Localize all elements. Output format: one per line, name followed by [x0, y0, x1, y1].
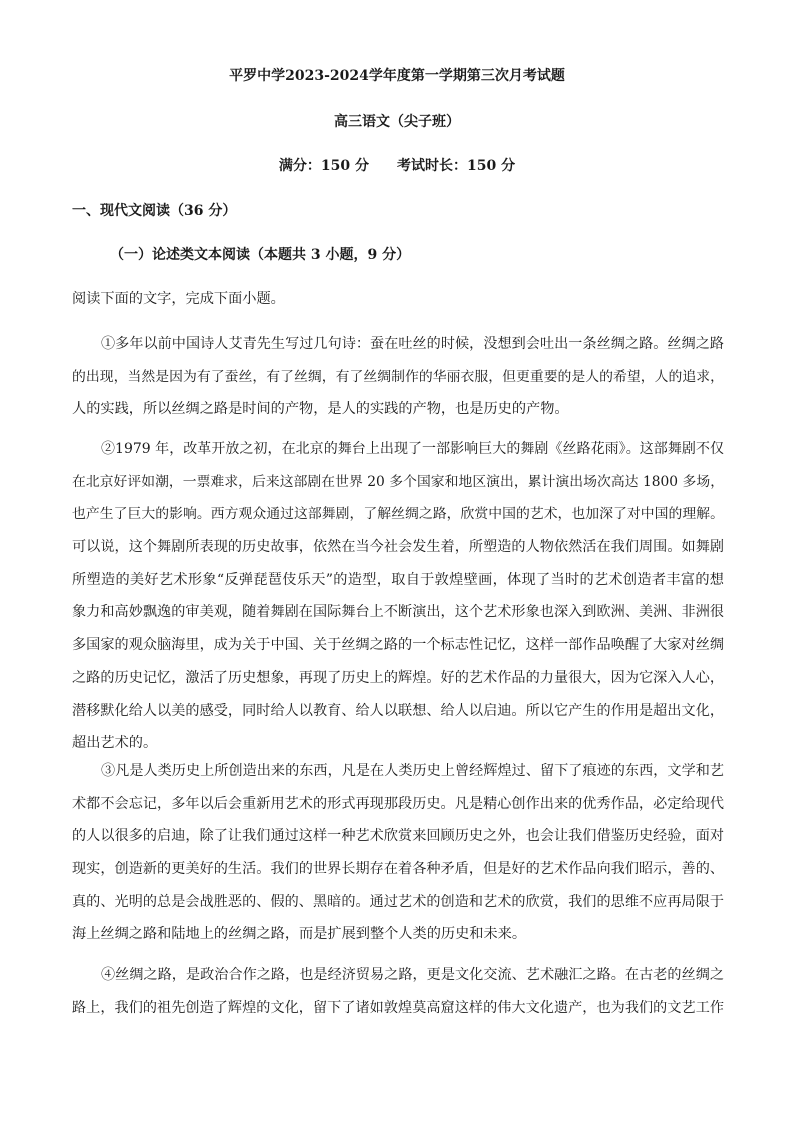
paragraph-3	[72, 755, 724, 951]
text-line: 多国家的观众脑海里，成为关于中国、关于丝绸之路的一个标志性记忆，这样一部作品唤醒了大家对丝绸	[72, 637, 724, 654]
reading-instruction: 阅读下面的文字，完成下面小题。	[72, 291, 285, 307]
text-line: ③凡是人类历史上所创造出来的东西，凡是在人类历史上曾经辉煌过、留下了痕迹的东西，文学和艺	[101, 763, 724, 779]
text-line: 的出现，当然是因为有了蚕丝，有了丝绸，有了丝绸制作的华丽衣服，但更重要的是人的希望，人的追求，	[72, 368, 724, 385]
subsection-heading: （一）论述类文本阅读（本题共 3 小题，9 分）	[110, 247, 411, 263]
text-line: 超出艺术的。	[72, 735, 158, 752]
full-score: 满分：150 分	[278, 158, 369, 174]
text-line: ④丝绸之路，是政治合作之路，也是经济贸易之路，更是文化交流、艺术融汇之路。在古老的丝绸之	[101, 967, 724, 983]
text-line: 所塑造的美好艺术形象“反弹琵琶伎乐天”的造型，取自于敦煌壁画，体现了当时的艺术创造者丰富的想	[72, 571, 724, 588]
exam-title: 平罗中学2023-2024学年度第一学期第三次月考试题	[229, 68, 565, 84]
section-heading: 一、现代文阅读（36 分）	[72, 203, 237, 219]
text-line: 人的实践，所以丝绸之路是时间的产物，是人的实践的产物，也是历史的产物。	[72, 401, 569, 418]
text-line: ②1979 年，改革开放之初，在北京的舞台上出现了一部影响巨大的舞剧《丝路花雨》。这部舞剧不仅	[101, 441, 724, 457]
text-line: 路上，我们的祖先创造了辉煌的文化，留下了诸如敦煌莫高窟这样的伟大文化遗产，也为我们的文艺工作	[72, 999, 724, 1016]
text-line: 的人以很多的启迪，除了让我们通过这样一种艺术欣赏来回顾历史之外，也会让我们借鉴历史经验，面对	[72, 828, 724, 845]
text-line: 在北京好评如潮，一票难求，后来这部剧在世界 20 多个国家和地区演出，累计演出场次高达 1800 多场，	[72, 473, 724, 490]
text-line: 潜移默化给人以美的感受，同时给人以教育、给人以联想、给人以启迪。所以它产生的作用是超出文化，	[72, 702, 724, 719]
text-line: 象力和高妙飘逸的审美观，随着舞剧在国际舞台上不断演出，这个艺术形象也深入到欧洲、美洲、非洲很	[72, 604, 724, 621]
paragraph-2	[72, 433, 724, 760]
score-duration-line	[0, 156, 794, 176]
paragraph-4	[72, 959, 724, 1024]
subject-title: 高三语文（尖子班）	[334, 114, 460, 130]
text-line: 海上丝绸之路和陆地上的丝绸之路，而是扩展到整个人类的历史和未来。	[72, 926, 527, 943]
exam-duration: 考试时长：150 分	[397, 158, 516, 174]
text-line: 可以说，这个舞剧所表现的历史故事，依然在当今社会发生着，所塑造的人物依然活在我们周围。如舞剧	[72, 539, 724, 556]
text-line: 也产生了巨大的影响。西方观众通过这部舞剧，了解丝绸之路，欣赏中国的艺术，也加深了对中国的理解。	[72, 506, 724, 523]
text-line: 现实，创造新的更美好的生活。我们的世界长期存在着各种矛盾，但是好的艺术作品向我们昭示，善的、	[72, 861, 724, 878]
text-line: 真的、光明的总是会战胜恶的、假的、黑暗的。通过艺术的创造和艺术的欣赏，我们的思维不应再局限于	[72, 893, 724, 910]
paragraph-1	[72, 328, 724, 426]
text-line: 之路的历史记忆，激活了历史想象，再现了历史上的辉煌。好的艺术作品的力量很大，因为它深入人心，	[72, 669, 724, 686]
text-line: 术都不会忘记，多年以后会重新用艺术的形式再现那段历史。凡是精心创作出来的优秀作品，必定给现代	[72, 795, 724, 812]
text-line: ①多年以前中国诗人艾青先生写过几句诗：蚕在吐丝的时候，没想到会吐出一条丝绸之路。丝绸之路	[101, 336, 724, 352]
